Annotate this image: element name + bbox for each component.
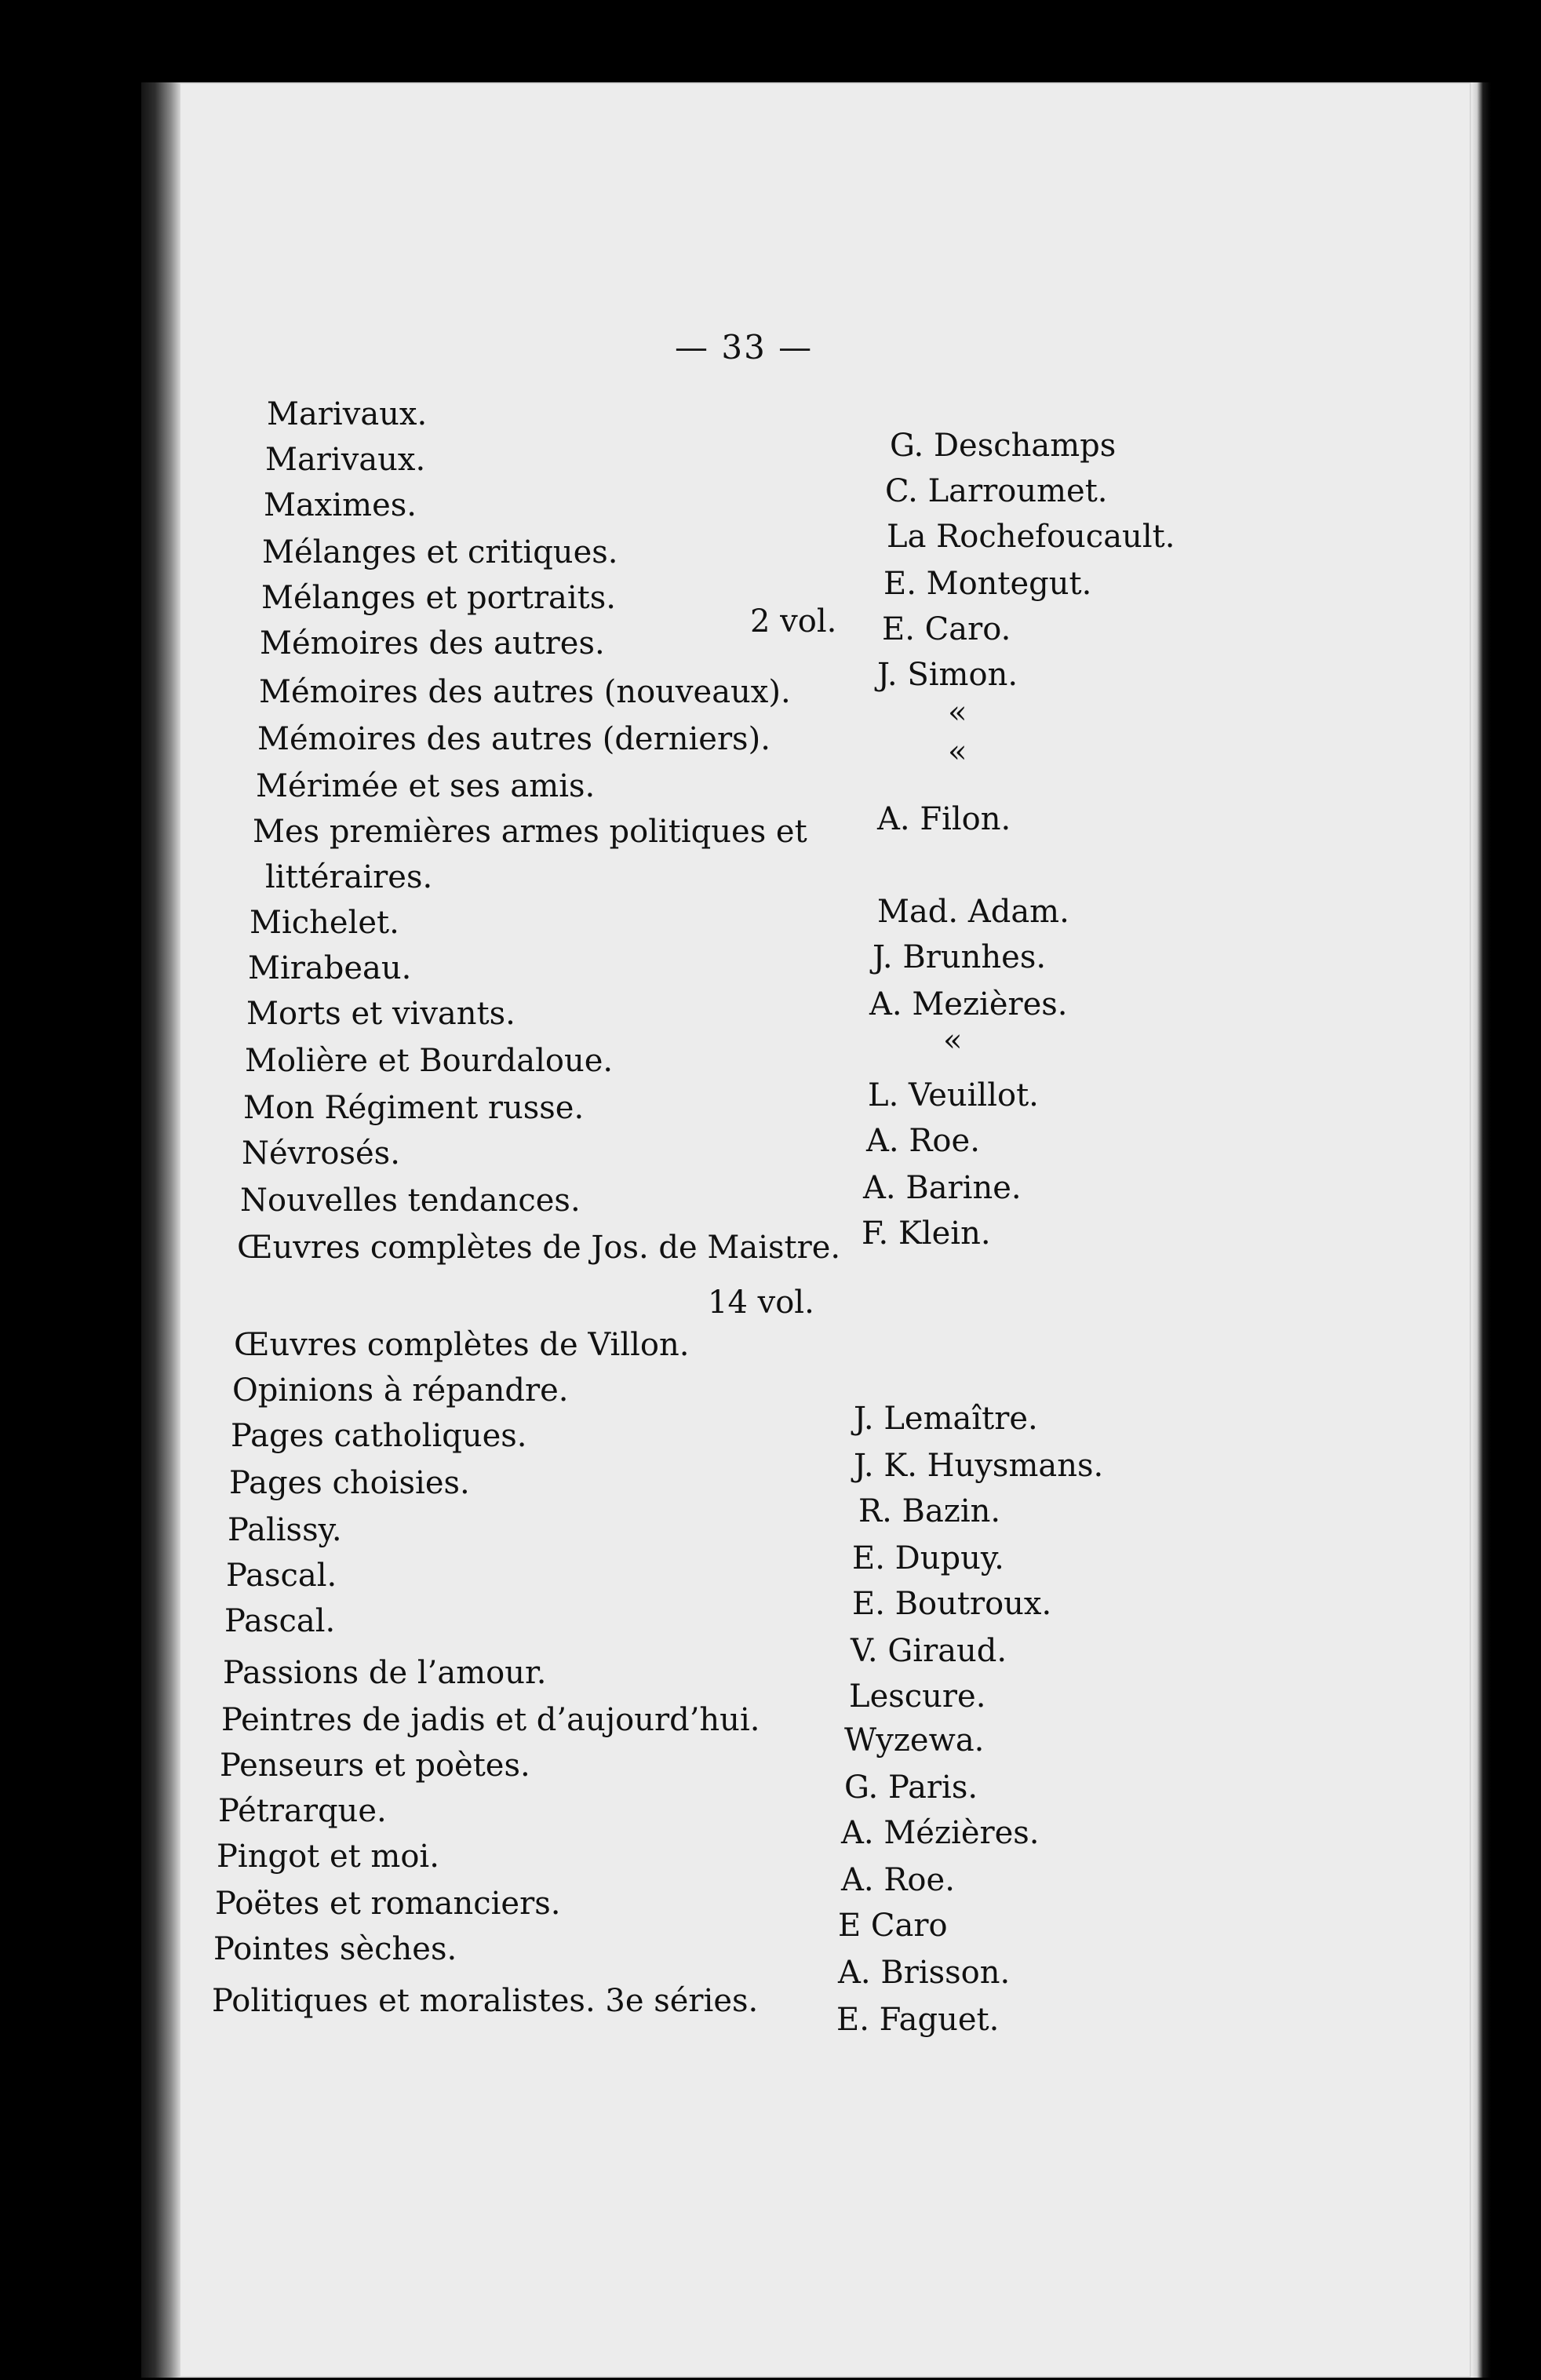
- title-entry: Mérimée et ses amis.: [256, 768, 596, 804]
- title-entry: Morts et vivants.: [246, 996, 515, 1032]
- author-entry: E. Dupuy.: [852, 1540, 1004, 1576]
- title-entry: Politiques et moralistes. 3e séries.: [212, 1983, 759, 2019]
- title-entry: Mélanges et portraits.: [261, 580, 616, 616]
- title-entry: Œuvres complètes de Jos. de Maistre.: [237, 1230, 841, 1266]
- author-entry: G. Paris.: [844, 1770, 978, 1806]
- author-entry: A. Barine.: [863, 1170, 1022, 1206]
- title-entry: Pascal.: [224, 1603, 336, 1639]
- page-spine-shadow: [141, 82, 180, 2378]
- title-entry: Peintres de jadis et d’aujourd’hui.: [221, 1702, 760, 1738]
- volume-note: 14 vol.: [708, 1285, 814, 1321]
- author-entry: J. Brunhes.: [873, 939, 1047, 975]
- author-entry: «: [948, 734, 967, 770]
- title-entry: Mes premières armes politiques et: [253, 814, 807, 850]
- title-entry: Névrosés.: [242, 1135, 400, 1172]
- author-entry: A. Roe.: [841, 1862, 955, 1898]
- title-entry: littéraires.: [265, 859, 433, 895]
- author-entry: A. Mezières.: [869, 986, 1068, 1022]
- author-entry: Wyzewa.: [844, 1722, 985, 1759]
- title-entry: Œuvres complètes de Villon.: [234, 1327, 690, 1363]
- author-entry: A. Mézières.: [841, 1815, 1040, 1851]
- volume-note: 2 vol.: [750, 603, 837, 640]
- title-entry: Pingot et moi.: [217, 1839, 439, 1875]
- author-entry: A. Brisson.: [838, 1955, 1011, 1991]
- author-entry: E. Caro.: [882, 611, 1011, 647]
- title-entry: Pascal.: [226, 1558, 337, 1594]
- title-entry: Maximes.: [264, 487, 417, 523]
- author-entry: R. Bazin.: [858, 1493, 1001, 1529]
- title-entry: Pages catholiques.: [231, 1418, 527, 1454]
- author-entry: L. Veuillot.: [868, 1077, 1039, 1113]
- author-entry: V. Giraud.: [851, 1633, 1007, 1669]
- author-entry: F. Klein.: [862, 1216, 991, 1252]
- title-entry: Mémoires des autres (nouveaux).: [259, 674, 791, 710]
- title-entry: Michelet.: [250, 905, 399, 941]
- title-entry: Mirabeau.: [248, 950, 412, 986]
- page-right-edge: [1471, 82, 1491, 2378]
- author-entry: J. K. Huysmans.: [854, 1448, 1104, 1484]
- author-entry: G. Deschamps: [890, 428, 1117, 464]
- title-entry: Palissy.: [228, 1512, 342, 1548]
- author-entry: A. Filon.: [877, 801, 1011, 837]
- title-entry: Mon Régiment russe.: [243, 1090, 585, 1126]
- title-entry: Mémoires des autres (derniers).: [257, 721, 770, 757]
- author-entry: J. Simon.: [877, 657, 1018, 693]
- author-entry: E Caro: [838, 1908, 948, 1944]
- title-entry: Marivaux.: [265, 442, 426, 478]
- title-entry: Passions de l’amour.: [223, 1655, 547, 1691]
- author-entry: Mad. Adam.: [877, 894, 1069, 930]
- author-entry: «: [943, 1022, 963, 1059]
- title-entry: Mémoires des autres.: [260, 625, 605, 662]
- author-entry: A. Roe.: [866, 1123, 980, 1159]
- author-entry: E. Montegut.: [883, 566, 1092, 602]
- author-entry: «: [948, 694, 967, 731]
- title-entry: Poëtes et romanciers.: [215, 1886, 561, 1922]
- title-entry: Molière et Bourdaloue.: [245, 1043, 614, 1079]
- title-entry: Penseurs et poètes.: [220, 1748, 530, 1784]
- title-entry: Opinions à répandre.: [232, 1372, 569, 1409]
- title-entry: Pétrarque.: [218, 1793, 387, 1829]
- title-entry: Pages choisies.: [229, 1465, 470, 1501]
- title-entry: Nouvelles tendances.: [240, 1183, 581, 1219]
- author-entry: C. Larroumet.: [885, 473, 1108, 509]
- title-entry: Mélanges et critiques.: [262, 534, 618, 570]
- author-entry: La Rochefoucault.: [887, 519, 1175, 555]
- author-entry: E. Faguet.: [836, 2002, 1000, 2038]
- page-number: — 33 —: [675, 328, 814, 366]
- title-entry: Pointes sèches.: [213, 1931, 457, 1967]
- author-entry: J. Lemaître.: [854, 1401, 1038, 1437]
- title-entry: Marivaux.: [267, 396, 428, 432]
- author-entry: Lescure.: [849, 1678, 986, 1715]
- author-entry: E. Boutroux.: [852, 1586, 1052, 1622]
